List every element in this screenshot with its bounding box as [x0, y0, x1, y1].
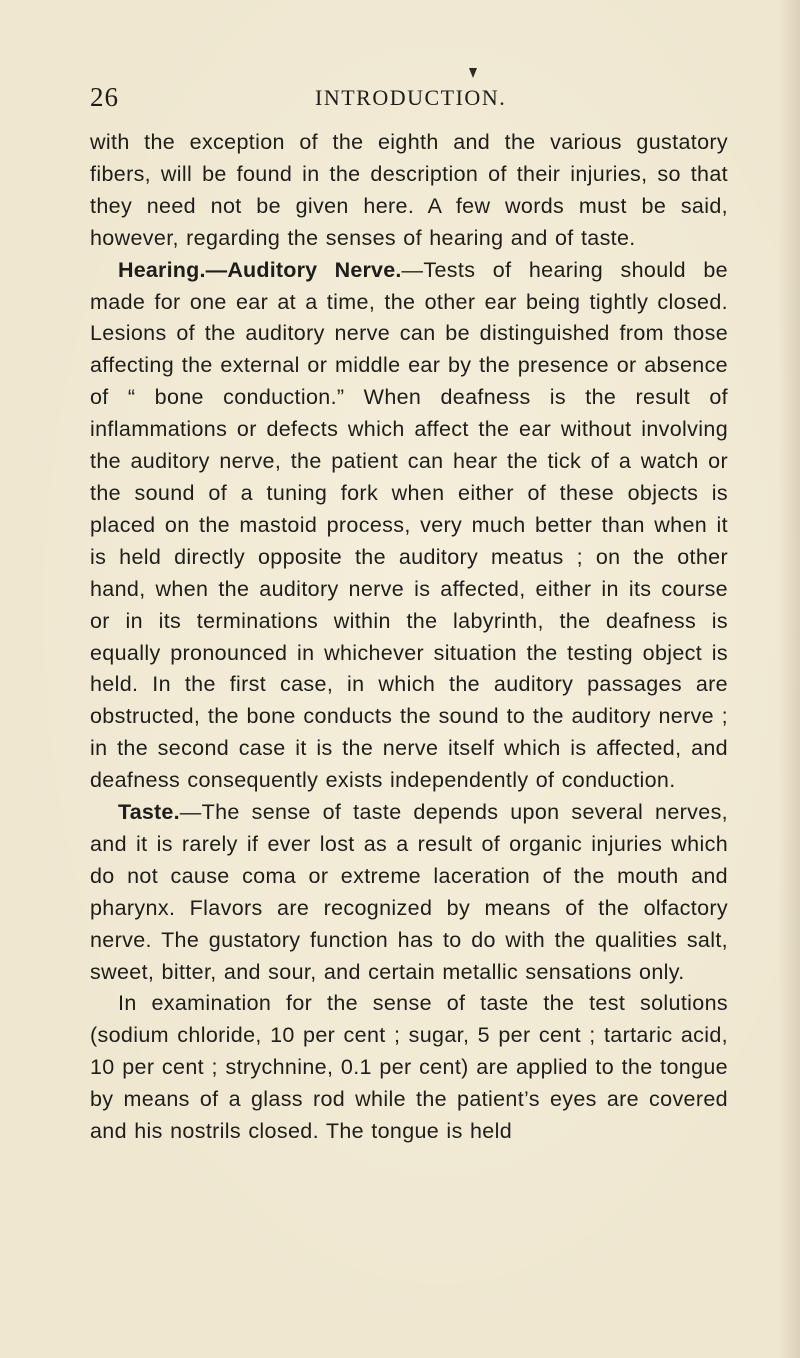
- page-edge-shadow: [778, 0, 800, 1358]
- paragraph-text: In examination for the sense of taste the test solutions (sodium chloride, 10 per cent ; sugar, 5 per cent ; tartaric acid, 10 per cent ; strychnine, 0.1 per cent) are applied to the tongue by means of a glass rod while the patient’s eyes are covered and his nostrils closed. The tongue is held: [90, 991, 728, 1144]
- paragraph-text: with the exception of the eighth and the various gustatory fibers, will be found in the description of their injuries, so that they need not be given here. A few words must be said, however, regarding the senses of hearing and of taste.: [90, 130, 728, 250]
- ink-speck-mark: [469, 68, 477, 78]
- body-text: [90, 127, 728, 1148]
- paragraph-hearing: [90, 255, 728, 797]
- running-head: [0, 82, 800, 118]
- paragraph-text: —Tests of hearing should be made for one ear at a time, the other ear being tightly closed. Lesions of the auditory nerve can be distinguished from those affecting the external or middle ear by the presence or absence of “ bone conduction.” When deafness is the result of inflammations or defects which affect the ear without involving the auditory nerve, the patient can hear the tick of a watch or the sound of a tuning fork when either of these objects is placed on the mastoid process, very much better than when it is held directly opposite the auditory meatus ; on the other hand, when the auditory nerve is affected, either in its course or in its terminations within the labyrinth, the deafness is equally pronounced in whichever situation the testing object is held. In the first case, in which the auditory passages are obstructed, the bone conducts the sound to the auditory nerve ; in the second case it is the nerve itself which is affected, and deafness consequently exists independently of conduction.: [90, 257, 728, 793]
- section-heading-hearing: Hearing.—Auditory Nerve.: [118, 257, 402, 282]
- paragraph-text: —The sense of taste depends upon several nerves, and it is rarely if ever lost as a result of organic injuries which do not cause coma or extreme laceration of the mouth and pharynx. Flavors are recognized by means of the olfactory nerve. The gustatory function has to do with the qualities salt, sweet, bitter, and sour, and certain metallic sensations only.: [90, 800, 728, 984]
- page-number: 26: [90, 82, 119, 112]
- paragraph-intro: [90, 127, 728, 255]
- paragraph-taste: [90, 797, 728, 988]
- running-title: INTRODUCTION.: [315, 85, 507, 110]
- section-heading-taste: Taste.: [118, 800, 180, 825]
- paragraph-taste-examination: [90, 988, 728, 1148]
